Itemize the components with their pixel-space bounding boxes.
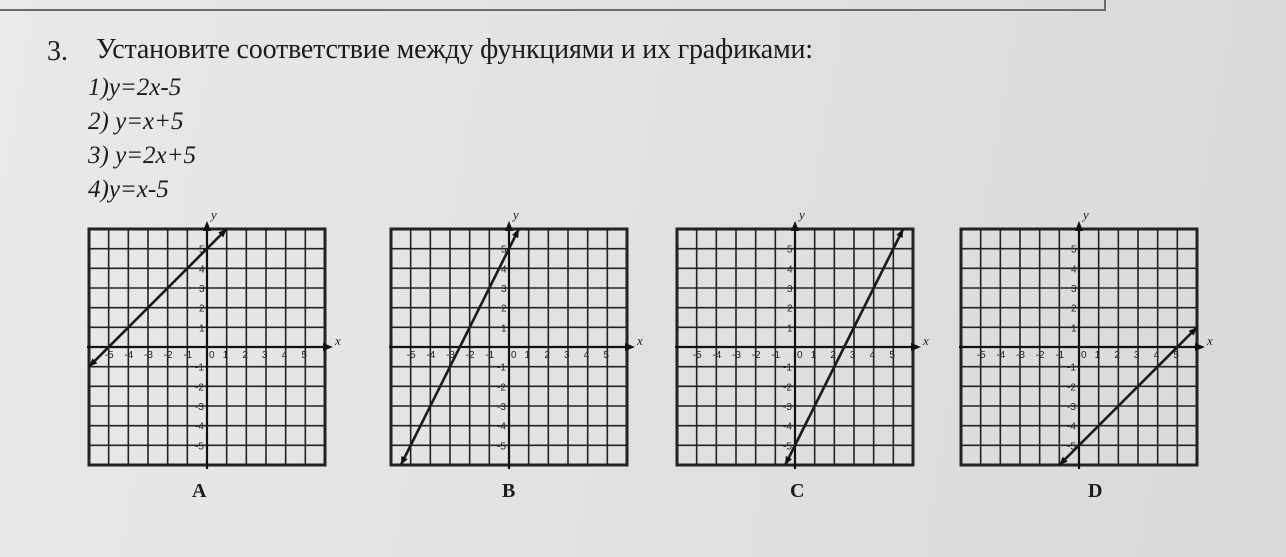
tick-label-y: 4 [501, 264, 507, 276]
tick-label-y: -2 [783, 382, 792, 394]
tick-label-x: -3 [1016, 350, 1025, 361]
tick-label-origin: 0 [1081, 350, 1087, 361]
graph-d [948, 205, 1213, 477]
y-axis-label: y [211, 207, 217, 222]
x-axis-label: x [637, 333, 643, 348]
tick-label-y: -5 [783, 441, 792, 453]
graph-c-caption: C [790, 480, 805, 502]
graph-a-caption: A [192, 480, 207, 502]
tick-label-y: 5 [1071, 244, 1077, 256]
tick-label-x: -2 [163, 350, 173, 361]
tick-label-y: -1 [1067, 362, 1076, 374]
tick-label-x: 4 [869, 350, 876, 361]
tick-label-x: 4 [281, 350, 288, 361]
tick-label-y: -1 [783, 362, 792, 374]
tick-label-x: -1 [485, 350, 495, 361]
tick-label-y: -5 [195, 441, 204, 453]
tick-label-y: -3 [497, 402, 506, 413]
tick-label-x: -2 [465, 350, 475, 361]
tick-label-y: 1 [1071, 323, 1077, 335]
tick-label-x: -1 [771, 350, 781, 361]
y-axis-label: y [799, 207, 805, 222]
tick-label-y: -3 [1067, 402, 1076, 413]
tick-label-x: 5 [301, 350, 307, 361]
question-number: 3. [47, 36, 68, 67]
tick-label-x: -2 [1035, 350, 1045, 361]
tick-label-y: -1 [497, 362, 506, 374]
tick-label-y: 1 [501, 323, 507, 335]
y-axis-arrow [1075, 221, 1083, 231]
y-axis-arrow [791, 221, 799, 231]
tick-label-y: -5 [497, 441, 506, 453]
tick-label-y: 2 [1071, 303, 1077, 315]
tick-label-x: -3 [732, 350, 741, 361]
x-axis-arrow [625, 343, 635, 351]
function-item-4: 4)y=x-5 [88, 176, 169, 203]
tick-label-x: 4 [1153, 350, 1160, 361]
tick-label-x: -1 [183, 350, 193, 361]
tick-label-x: 1 [1094, 350, 1101, 361]
tick-label-y: -3 [195, 402, 204, 413]
tick-label-x: 2 [242, 350, 248, 361]
function-item-1: 1)y=2x-5 [88, 74, 182, 101]
tick-label-x: 1 [810, 350, 817, 361]
tick-label-origin: 0 [797, 350, 803, 361]
tick-label-x: 5 [889, 350, 895, 361]
tick-label-y: -2 [497, 382, 506, 394]
x-axis-arrow [1195, 343, 1205, 351]
tick-label-x: -4 [426, 350, 436, 361]
x-axis-arrow [911, 343, 921, 351]
tick-label-x: 4 [583, 350, 590, 361]
graph-a [76, 205, 341, 477]
y-axis-label: y [513, 207, 519, 222]
tick-label-x: -4 [124, 350, 134, 361]
tick-label-origin: 0 [209, 350, 215, 361]
tick-label-x: -4 [996, 350, 1006, 361]
tick-label-x: -4 [712, 350, 722, 361]
tick-label-x: 2 [544, 350, 550, 361]
tick-label-y: 3 [1071, 284, 1077, 295]
tick-label-y: -1 [195, 362, 204, 374]
tick-label-y: 2 [787, 303, 793, 315]
tick-label-y: 1 [199, 323, 205, 335]
tick-label-y: 5 [501, 244, 507, 256]
tick-label-x: 3 [850, 350, 856, 361]
graph-c [664, 205, 929, 477]
tick-label-y: 4 [1071, 264, 1077, 276]
x-axis-label: x [335, 333, 341, 348]
graph-b [378, 205, 643, 477]
tick-label-y: 3 [501, 284, 507, 295]
tick-label-y: 5 [199, 244, 205, 256]
tick-label-x: 1 [222, 350, 229, 361]
tick-label-y: 5 [787, 244, 793, 256]
tick-label-y: 2 [501, 303, 507, 315]
tick-label-y: 2 [199, 303, 205, 315]
tick-label-x: -5 [406, 350, 416, 361]
graph-d-caption: D [1088, 480, 1103, 502]
tick-label-y: -2 [195, 382, 204, 394]
tick-label-x: -5 [976, 350, 986, 361]
tick-label-y: -4 [783, 421, 792, 433]
question-text: Установите соответствие между функциями и их графиками: [96, 34, 813, 65]
y-axis-arrow [505, 221, 513, 231]
x-axis-label: x [923, 333, 929, 348]
tick-label-x: 5 [603, 350, 609, 361]
tick-label-y: 3 [787, 284, 793, 295]
tick-label-x: 5 [1173, 350, 1179, 361]
y-axis-label: y [1083, 207, 1089, 222]
tick-label-x: -2 [751, 350, 761, 361]
tick-label-y: 3 [199, 284, 205, 295]
tick-label-x: -5 [692, 350, 702, 361]
tick-label-y: -4 [195, 421, 204, 433]
tick-label-x: 1 [524, 350, 531, 361]
x-axis-label: x [1207, 333, 1213, 348]
tick-label-y: 1 [787, 323, 793, 335]
function-item-3: 3) y=2x+5 [88, 142, 197, 169]
tick-label-x: 3 [564, 350, 570, 361]
tick-label-y: -3 [783, 402, 792, 413]
tick-label-origin: 0 [511, 350, 517, 361]
graph-b-caption: B [502, 480, 516, 502]
y-axis-arrow [203, 221, 211, 231]
tick-label-x: -1 [1055, 350, 1065, 361]
tick-label-x: -3 [446, 350, 455, 361]
tick-label-y: 4 [787, 264, 793, 276]
tick-label-x: 2 [1114, 350, 1120, 361]
tick-label-x: -3 [144, 350, 153, 361]
tick-label-y: -4 [1067, 421, 1076, 433]
tick-label-x: 2 [830, 350, 836, 361]
tick-label-x: -5 [104, 350, 114, 361]
tick-label-y: -4 [497, 421, 506, 433]
function-item-2: 2) y=x+5 [88, 108, 184, 135]
x-axis-arrow [323, 343, 333, 351]
tick-label-x: 3 [1134, 350, 1140, 361]
tick-label-y: -5 [1067, 441, 1076, 453]
tick-label-y: -2 [1067, 382, 1076, 394]
page-top-border [0, 0, 1106, 11]
tick-label-x: 3 [262, 350, 268, 361]
tick-label-y: 4 [199, 264, 205, 276]
